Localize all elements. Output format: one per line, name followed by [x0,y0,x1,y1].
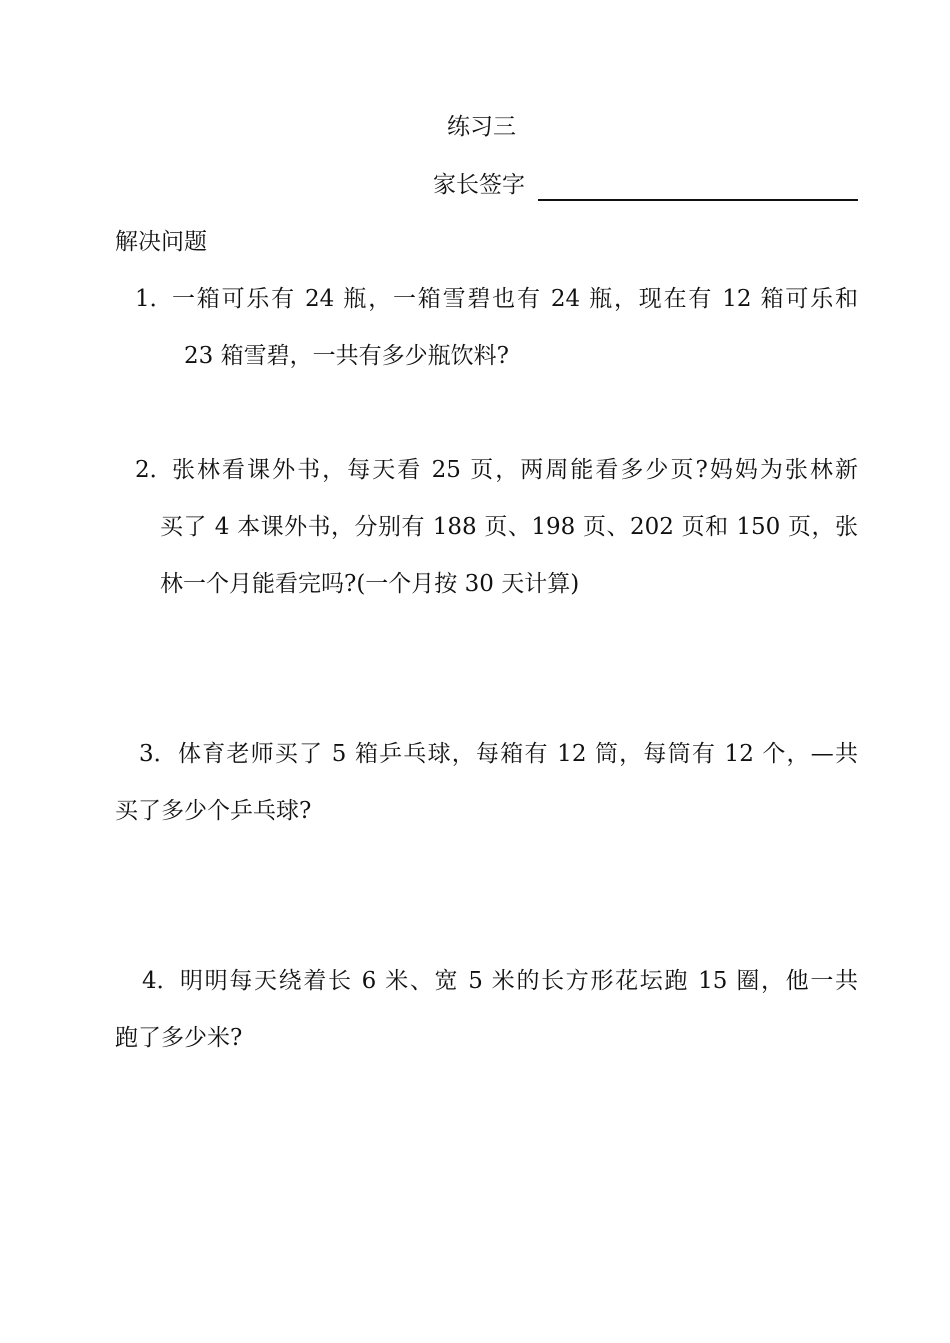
problem-text-line: 体育老师买了 5 箱乒乓球，每箱有 12 筒，每筒有 12 个，—共 [178,741,858,767]
page-title: 练习三 [447,114,516,140]
problem-text-line: 买了 4 本课外书，分别有 188 页、198 页、202 页和 150 页，张 [160,514,858,540]
problem-text-line: 买了多少个乒乓球? [115,798,312,824]
problem-number: 4． [142,968,180,994]
problem-text-line: 跑了多少米? [115,1025,243,1051]
signature-label: 家长签字 [433,172,525,198]
section-title: 解决问题 [115,229,207,255]
problem-number: 2． [135,457,173,483]
problem-number: 1． [135,286,173,312]
signature-blank-line [538,199,858,201]
problem-number: 3． [139,741,177,767]
problem-text-line: 一箱可乐有 24 瓶，一箱雪碧也有 24 瓶，现在有 12 箱可乐和 [172,286,858,312]
problem-text-line: 张林看课外书，每天看 25 页，两周能看多少页?妈妈为张林新 [172,457,858,483]
problem-text-line: 明明每天绕着长 6 米、宽 5 米的长方形花坛跑 15 圈，他一共 [180,968,858,994]
problem-text-line: 23 箱雪碧，一共有多少瓶饮料? [184,343,509,369]
problem-text-line: 林一个月能看完吗?(一个月按 30 天计算) [160,571,580,597]
